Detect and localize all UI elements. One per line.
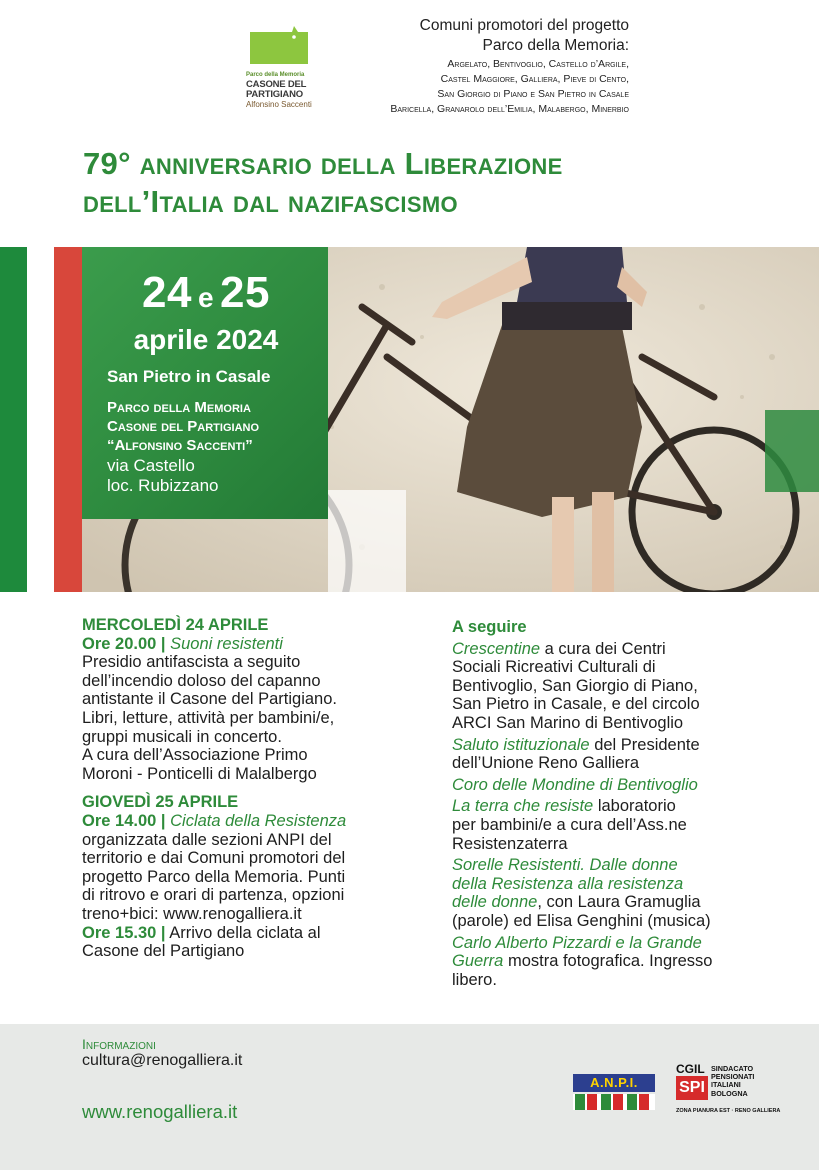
day2-line: territorio e dai Comuni promotori del: [82, 849, 346, 868]
day2-event2: [82, 924, 422, 943]
day2-event2-text: Arrivo della ciclata al: [169, 923, 321, 942]
day2-line: progetto Parco della Memoria. Punti: [82, 867, 346, 886]
day1-line: gruppi musicali in concerto.: [82, 727, 282, 746]
day2-heading: GIOVEDÌ 25 APRILE: [82, 793, 239, 812]
spi-zone: ZONA PIANURA EST · RENO GALLIERA: [676, 1108, 781, 1114]
promoters-line: Argelato, Bentivoglio, Castello d’Argile,: [447, 58, 629, 70]
decor-white-block: [328, 490, 406, 592]
venue-line: “Alfonsino Saccenti”: [107, 437, 253, 454]
sorelle-title-last: delle donne: [452, 893, 538, 912]
casone-logo: [246, 24, 316, 112]
pizzardi-rest: mostra fotografica. Ingresso: [507, 952, 713, 971]
pizzardi-item: [452, 934, 792, 990]
day1-heading: MERCOLEDÌ 24 APRILE: [82, 616, 269, 634]
sorelle-rest: , con Laura Gramuglia: [537, 893, 701, 912]
promoters-line: Baricella, Granarolo dell’Emilia, Malabergo, Minerbio: [390, 103, 629, 115]
sorelle-title-line: della Resistenza alla resistenza: [452, 874, 684, 893]
crescentine-line: ARCI San Marino di Bentivoglio: [452, 713, 684, 732]
promoters-title-2: Parco della Memoria:: [482, 37, 629, 54]
crescentine-item: [452, 640, 792, 733]
pizzardi-title-end: Guerra: [452, 952, 504, 971]
logo-line-4: Alfonsino Saccenti: [246, 100, 312, 109]
terra-title: La terra che resiste: [452, 797, 594, 816]
sorelle-item: [452, 856, 792, 930]
saluto-rest: del Presidente: [594, 735, 700, 754]
tricolor-flag-icon: [573, 1094, 655, 1110]
crescentine-rest: a cura dei Centri: [544, 639, 666, 658]
pizzardi-title-line: Carlo Alberto Pizzardi e la Grande: [452, 933, 702, 952]
pizzardi-line: libero.: [452, 970, 497, 989]
flag-stripe-green: [0, 247, 27, 592]
promoters-title-1: Comuni promotori del progetto: [419, 17, 629, 34]
date-and: e: [197, 282, 215, 313]
date-second: 25: [220, 268, 270, 317]
flag-stripe-red: [54, 247, 82, 592]
date-month-year: aprile 2024: [133, 324, 279, 355]
page-title: [83, 145, 783, 221]
promoters-line: Castel Maggiore, Galliera, Pieve di Cento,: [440, 73, 629, 85]
event-venue: [107, 398, 259, 455]
day1-line: Libri, letture, attività per bambini/e,: [82, 708, 335, 727]
address-line: loc. Rubizzano: [107, 476, 219, 495]
saluto-title: Saluto istituzionale: [452, 735, 590, 754]
anpi-label: A.N.P.I.: [573, 1074, 655, 1092]
terra-line: per bambini/e a cura dell’Ass.ne: [452, 815, 687, 834]
saluto-item: [452, 736, 792, 773]
spi-text-line: BOLOGNA: [711, 1088, 748, 1098]
sorelle-line: (parole) ed Elisa Genghini (musica): [452, 911, 711, 930]
day1-event-title: Suoni resistenti: [170, 634, 283, 653]
day1-line: A cura dell’Associazione Primo: [82, 746, 308, 765]
crescentine-line: Bentivoglio, San Giorgio di Piano,: [452, 676, 698, 695]
terra-rest: laboratorio: [597, 797, 676, 816]
event-place: San Pietro in Casale: [107, 367, 271, 386]
cgil-label: CGIL: [676, 1062, 705, 1076]
spi-text-line: PENSIONATI: [711, 1072, 755, 1082]
promoters-list: [309, 57, 629, 117]
day1-line: Presidio antifascista a seguito: [82, 653, 301, 672]
event-dates: [96, 268, 316, 357]
anpi-logo: [573, 1074, 655, 1110]
day2-event1: [82, 812, 422, 831]
sorelle-title-line: Sorelle Resistenti. Dalle donne: [452, 856, 678, 875]
spi-text: [711, 1065, 754, 1098]
program-right-column: [452, 618, 792, 989]
spi-text-line: SINDACATO: [711, 1064, 754, 1073]
spi-label: SPI: [676, 1076, 708, 1100]
spi-text-line: ITALIANI: [711, 1080, 741, 1090]
promoters-block: [309, 16, 629, 117]
speech-bubble-icon: [248, 26, 310, 66]
logo-line-2: CASONE DEL: [246, 79, 307, 90]
event-address: [107, 456, 219, 496]
day1-line: Moroni - Ponticelli di Malalbergo: [82, 764, 317, 783]
address-line: via Castello: [107, 456, 195, 475]
website-link[interactable]: www.renogalliera.it: [82, 1101, 238, 1122]
logo-line-3: PARTIGIANO: [246, 89, 303, 100]
cgil-spi-logo: [676, 1062, 781, 1122]
saluto-line: dell’Unione Reno Galliera: [452, 754, 640, 773]
crescentine-line: Sociali Ricreativi Culturali di: [452, 658, 656, 677]
day2-event1-title: Ciclata della Resistenza: [170, 811, 347, 830]
day2-line: treno+bici: www.renogalliera.it: [82, 904, 302, 923]
date-first: 24: [142, 268, 192, 317]
title-line-1: 79° anniversario della Liberazione: [83, 146, 563, 181]
decor-green-block: [765, 410, 819, 492]
day2-line: di ritrovo e orari di partenza, opzioni: [82, 886, 345, 905]
day2-time2: Ore 15.30 |: [82, 923, 166, 942]
info-label: Informazioni: [82, 1036, 156, 1052]
promoters-line: San Giorgio di Piano e San Pietro in Casale: [437, 88, 629, 100]
logo-line-1: Parco della Memoria: [246, 72, 305, 78]
day1-time: Ore 20.00 |: [82, 634, 166, 653]
info-email-link[interactable]: cultura@renogalliera.it: [82, 1052, 243, 1069]
venue-line: Parco della Memoria: [107, 399, 251, 416]
program-left-column: [82, 616, 422, 961]
day2-time1: Ore 14.00 |: [82, 811, 166, 830]
crescentine-line: San Pietro in Casale, e del circolo: [452, 695, 700, 714]
venue-line: Casone del Partigiano: [107, 418, 260, 435]
crescentine-title: Crescentine: [452, 639, 541, 658]
title-line-2: dell’Italia dal nazifascismo: [83, 184, 458, 219]
day1-line: dell’incendio doloso del capanno: [82, 671, 321, 690]
terra-line: Resistenzaterra: [452, 834, 568, 853]
day2-event2-line: Casone del Partigiano: [82, 942, 245, 961]
day1-line: antistante il Casone del Partigiano.: [82, 690, 337, 709]
coro-item: Coro delle Mondine di Bentivoglio: [452, 775, 698, 794]
terra-item: [452, 797, 792, 853]
following-heading: A seguire: [452, 618, 527, 636]
day2-line: organizzata dalle sezioni ANPI del: [82, 830, 332, 849]
date-days: [96, 268, 316, 323]
day1-event: [82, 635, 422, 654]
